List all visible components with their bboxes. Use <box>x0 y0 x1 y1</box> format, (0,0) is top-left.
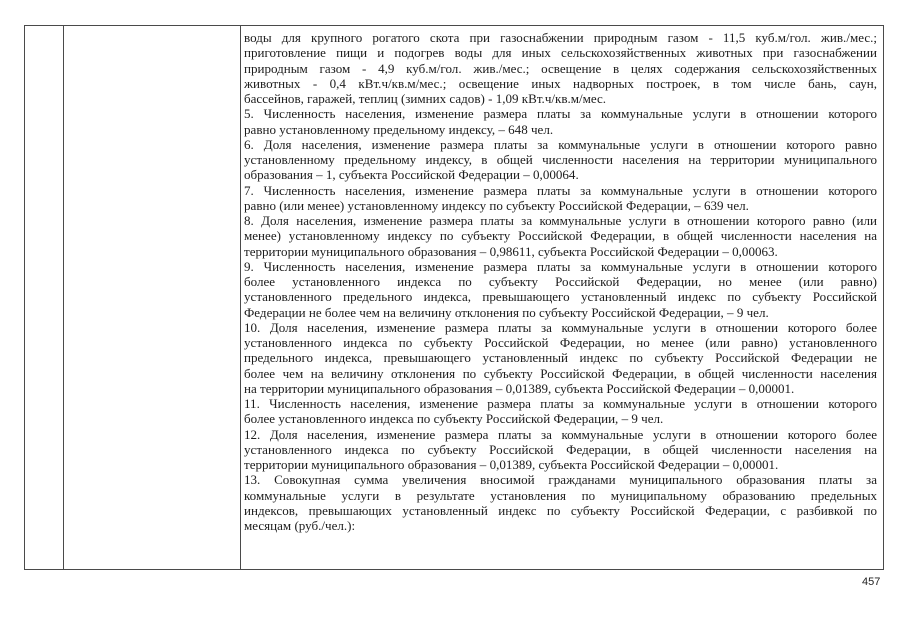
text-line: более установленного индекса по субъекту Российской Федерации, но менее (или равно) <box>244 274 877 289</box>
text-line: месяцам (руб./чел.): <box>244 518 356 533</box>
text-line: коммунальные услуги в результате установления по муниципальному образованию предельных <box>244 487 877 503</box>
text-line: 13. Совокупная сумма увеличения вносимой гражданами муниципального образования платы за <box>244 472 877 488</box>
page-number: 457 <box>862 576 881 588</box>
text-line: более чем на величину отклонения по субъекту Российской Федерации, в общей численности населения <box>244 365 877 381</box>
text-line: приготовление пищи и подогрев воды для иных сельскохозяйственных животных при газоснабжении <box>244 45 877 61</box>
text-line: образования – 1, субъекта Российской Федерации – 0,00064. <box>244 167 579 183</box>
text-line: 9. Численность населения, изменение размера платы за коммунальные услуги в отношении которого <box>244 258 877 274</box>
text-cell <box>244 30 877 567</box>
text-line: 10. Доля населения, изменение размера платы за коммунальные услуги в отношении которого более <box>244 319 877 335</box>
column-divider-2 <box>240 26 241 569</box>
text-line: на территории муниципального образования – 0,01389, субъекта Российской Федерации – 0,00001. <box>244 380 795 396</box>
text-line: территории муниципального образования – 0,98611, субъекта Российской Федерации – 0,00063. <box>244 243 778 259</box>
text-line: установленного индекса по субъекту Российской Федерации, в общей численности населения на <box>244 441 877 457</box>
text-line: более установленного индекса по субъекту Российской Федерации, – 9 чел. <box>244 411 664 427</box>
text-line: равно (или менее) установленному индексу по субъекту Российской Федерации, – 639 чел. <box>244 197 749 213</box>
text-line: установленному предельному индексу, в общей численности населения на территории муниципального <box>244 152 877 167</box>
text-line: 8. Доля населения, изменение размера платы за коммунальные услуги в отношении которого равно (или <box>244 213 877 228</box>
text-line: менее) установленному индексу по субъекту Российской Федерации, в общей численности населения на <box>244 228 877 244</box>
text-line: предельного индекса, превышающего установленный индекс по субъекту Российской Федерации не <box>244 350 877 366</box>
text-line: бассейнов, гаражей, теплиц (зимних садов) - 1,09 кВт.ч/кв.м/мес. <box>244 91 607 106</box>
text-line: 12. Доля населения, изменение размера платы за коммунальные услуги в отношении которого более <box>244 426 877 442</box>
text-line: природным газом - 4,9 куб.м/гол. жив./мес.; освещение в целях содержания сельскохозяйственных <box>244 60 877 76</box>
text-line: 6. Доля населения, изменение размера платы за коммунальные услуги в отношении которого равно <box>244 136 877 152</box>
text-line: установленного индекса по субъекту Российской Федерации, но менее (или равно) установленного <box>244 335 877 350</box>
text-line: равно установленному предельному индексу, – 648 чел. <box>244 121 554 137</box>
column-divider-1 <box>63 26 64 569</box>
document-table <box>24 25 884 570</box>
text-line: территории муниципального образования – 0,01389, субъекта Российской Федерации – 0,00001. <box>244 457 779 472</box>
text-line: 5. Численность населения, изменение размера платы за коммунальные услуги в отношении которого <box>244 106 877 122</box>
text-line: индексов, превышающих установленный индекс по субъекту Российской Федерации, с разбивкой по <box>244 502 877 518</box>
text-line: установленного предельного индекса, превышающего установленный индекс по субъекту Российской <box>244 289 877 305</box>
text-line: животных - 0,4 кВт.ч/кв.м/мес.; освещение иных надворных построек, в том числе бань, саун, <box>244 75 877 91</box>
text-line: 7. Численность населения, изменение размера платы за коммунальные услуги в отношении которого <box>244 182 877 198</box>
text-line: 11. Численность населения, изменение размера платы за коммунальные услуги в отношении которого <box>244 396 877 411</box>
text-line: Федерации не более чем на величину отклонения по субъекту Российской Федерации, – 9 чел. <box>244 304 769 320</box>
text-line: воды для крупного рогатого скота при газоснабжении природным газом - 11,5 куб.м/гол. жив./мес.; <box>244 30 877 45</box>
